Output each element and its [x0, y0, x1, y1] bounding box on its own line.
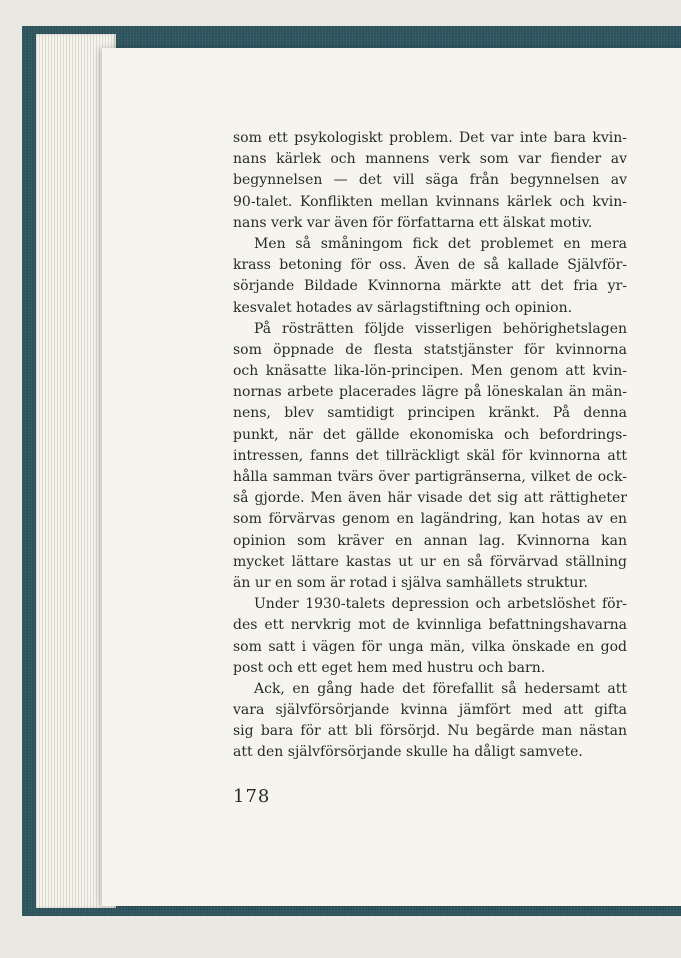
text-line: intressen, fanns det tillräckligt skäl för kvinnorna att	[233, 447, 627, 464]
text-line: än ur en som är rotad i själva samhällets struktur.	[233, 574, 588, 591]
text-line: nornas arbete placerades lägre på löneskalan än män-	[233, 384, 627, 401]
text-line: Ack, en gång hade det förefallit så hedersamt att	[254, 680, 627, 697]
text-line: 90-talet. Konflikten mellan kvinnans kärlek och kvin-	[233, 193, 627, 210]
text-line: som förvärvas genom en lagändring, kan hotas av en	[233, 511, 627, 528]
text-line: och knäsatte lika-lön-principen. Men genom att kvin-	[233, 363, 627, 380]
text-line: nans kärlek och mannens verk som var fiender av	[233, 151, 627, 168]
body-text	[233, 128, 627, 764]
text-line: som öppnade de flesta statstjänster för kvinnorna	[233, 341, 627, 358]
text-line: post och ett eget hem med hustru och barn.	[233, 659, 546, 676]
page-number: 178	[233, 786, 271, 807]
text-line: som ett psykologiskt problem. Det var inte bara kvin-	[233, 130, 627, 146]
text-line: des ett nervkrig mot de kvinnliga befattningshavarna	[233, 617, 627, 634]
text-line: som satt i vägen för unga män, vilka önskade en god	[233, 638, 627, 655]
text-line: begynnelsen — det vill säga från begynnelsen av	[233, 172, 627, 189]
text-line: så gjorde. Men även här visade det sig att rättigheter	[233, 490, 627, 507]
text-line: sig bara för att bli försörjd. Nu begärde man nästan	[233, 723, 627, 740]
text-line: På rösträtten följde visserligen behörighetslagen	[254, 320, 627, 337]
text-line: Men så småningom fick det problemet en mera	[254, 235, 627, 252]
text-line: krass betoning för oss. Även de så kallade Självför-	[233, 257, 627, 274]
text-line: sörjande Bildade Kvinnorna märkte att det fria yr-	[233, 278, 627, 295]
text-line: kesvalet hotades av särlagstiftning och opinion.	[233, 299, 573, 316]
text-line: punkt, när det gällde ekonomiska och befordrings-	[233, 426, 627, 443]
text-line: att den självförsörjande skulle ha dåligt samvete.	[233, 744, 583, 761]
text-line: hålla samman tvärs över partigränserna, vilket de ock-	[233, 469, 627, 485]
text-line: Under 1930-talets depression och arbetslöshet för-	[254, 596, 627, 613]
text-line: mycket lättare kastas ut ur en så förvärvad ställning	[233, 553, 627, 570]
text-line: nans verk var även för författarna ett älskat motiv.	[233, 214, 593, 231]
text-line: vara självförsörjande kvinna jämfört med att gifta	[233, 702, 627, 719]
text-line: opinion som kräver en annan lag. Kvinnorna kan	[233, 532, 627, 549]
text-line: nens, blev samtidigt principen kränkt. På denna	[233, 405, 627, 422]
